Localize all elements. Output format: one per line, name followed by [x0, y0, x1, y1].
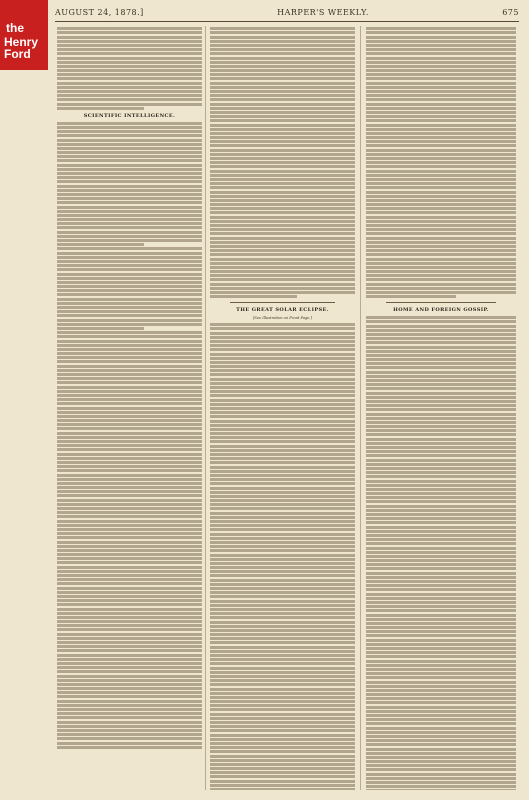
the-henry-ford-logo — [0, 0, 48, 70]
header-rule — [55, 21, 519, 22]
column-3 — [366, 26, 516, 790]
column-2 — [210, 26, 355, 790]
page-number: 675 — [502, 8, 519, 17]
page-header — [55, 8, 519, 20]
section-divider — [230, 302, 335, 303]
issue-date: AUGUST 24, 1878.] — [55, 8, 144, 17]
section-divider — [386, 302, 496, 303]
column-divider-2 — [360, 26, 361, 790]
column-divider-1 — [205, 26, 206, 790]
publication-title: HARPER'S WEEKLY. — [277, 8, 369, 17]
column-1 — [57, 26, 202, 790]
illustration-note: [See Illustration on Front Page.] — [253, 316, 312, 321]
section-heading-eclipse: THE GREAT SOLAR ECLIPSE. — [236, 307, 329, 314]
logo-line-1: the — [6, 21, 24, 35]
logo-line-2: Henry Ford — [4, 35, 39, 61]
section-heading-scientific: SCIENTIFIC INTELLIGENCE. — [83, 112, 176, 119]
section-heading-gossip: HOME AND FOREIGN GOSSIP. — [393, 307, 489, 314]
